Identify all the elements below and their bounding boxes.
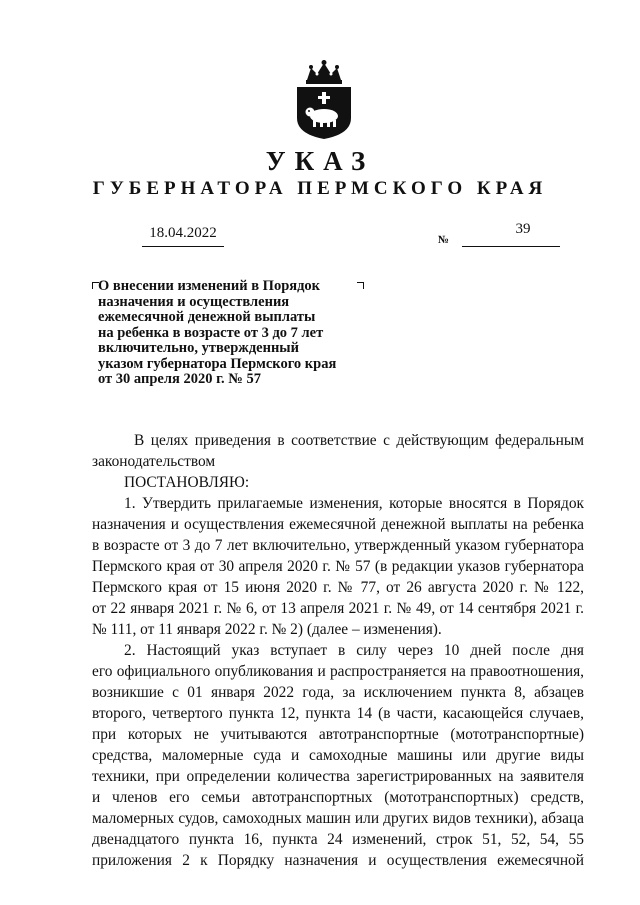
body-line: 1. Утвердить прилагаемые изменения, которые вносятся в Порядок	[124, 495, 584, 512]
body-line: от 22 января 2021 г. № 6, от 13 апреля 2021 г. № 49, от 14 сентября 2021 г.	[92, 600, 584, 617]
subject-line: указом губернатора Пермского края	[98, 355, 337, 372]
body-line: его официального опубликования и распространяется на правоотношения,	[92, 663, 584, 680]
body-line: Пермского края от 15 июня 2020 г. № 77, от 26 августа 2020 г. № 122,	[92, 579, 584, 596]
subject-line: включительно, утвержденный	[98, 340, 299, 356]
subject-line: на ребенка в возрасте от 3 до 7 лет	[98, 324, 324, 341]
body-line: техники, при определении количества зарегистрированных на заявителя	[92, 768, 584, 785]
body-line: средства, маломерные суда и самоходные машины или другие виды	[92, 747, 584, 764]
body-line: назначения и осуществления ежемесячной денежной выплаты на ребенка	[92, 516, 584, 533]
body-line: в возрасте от 3 до 7 лет включительно, утвержденный указом губернатора	[92, 537, 584, 554]
document-number: 39	[515, 221, 531, 237]
subject-line: ежемесячной денежной выплаты	[98, 309, 316, 325]
body-line: В целях приведения в соответствие с действующим федеральным	[134, 432, 584, 449]
subject-line: назначения и осуществления	[98, 293, 290, 310]
subject-line: от 30 апреля 2020 г. № 57	[98, 371, 261, 387]
number-label: №	[438, 234, 450, 246]
body-line: возникшие с 01 января 2022 года, за исключением пункта 8, абзацев	[92, 684, 584, 701]
body-line: маломерных судов, самоходных машин или других видов техники), абзаца	[92, 810, 584, 827]
body-line: при которых не учитываются автотранспортные (мототранспортные)	[92, 726, 584, 743]
document-date: 18.04.2022	[149, 225, 217, 241]
document-subtitle: ГУБЕРНАТОРА ПЕРМСКОГО КРАЯ	[92, 178, 548, 199]
coat-of-arms-emblem	[293, 60, 355, 140]
body-line: приложения 2 к Порядку назначения и осуществления ежемесячной	[92, 852, 584, 869]
body-line: второго, четвертого пункта 12, пункта 14 (в части, касающейся случаев,	[92, 705, 584, 722]
body-line: Пермского края от 30 апреля 2020 г. № 57 (в редакции указов губернатора	[92, 558, 584, 575]
date-underline	[142, 246, 224, 247]
document-subject	[98, 279, 368, 388]
body-line-resolution: ПОСТАНОВЛЯЮ:	[124, 474, 250, 491]
body-line: № 111, от 11 января 2022 г. № 2) (далее – изменения).	[92, 621, 442, 638]
crown-icon	[306, 60, 342, 84]
body-line: законодательством	[92, 453, 216, 470]
body-line: 2. Настоящий указ вступает в силу через 10 дней после дня	[124, 642, 584, 659]
subject-line: О внесении изменений в Порядок	[98, 278, 321, 294]
document-title: УКАЗ	[265, 146, 375, 176]
number-underline	[462, 246, 560, 247]
document-body	[92, 430, 584, 871]
body-line: и членов его семьи автотранспортных (мототранспортных) средств,	[92, 789, 584, 806]
body-line: двенадцатого пункта 16, пункта 24 изменений, строк 51, 52, 54, 55	[92, 831, 584, 848]
